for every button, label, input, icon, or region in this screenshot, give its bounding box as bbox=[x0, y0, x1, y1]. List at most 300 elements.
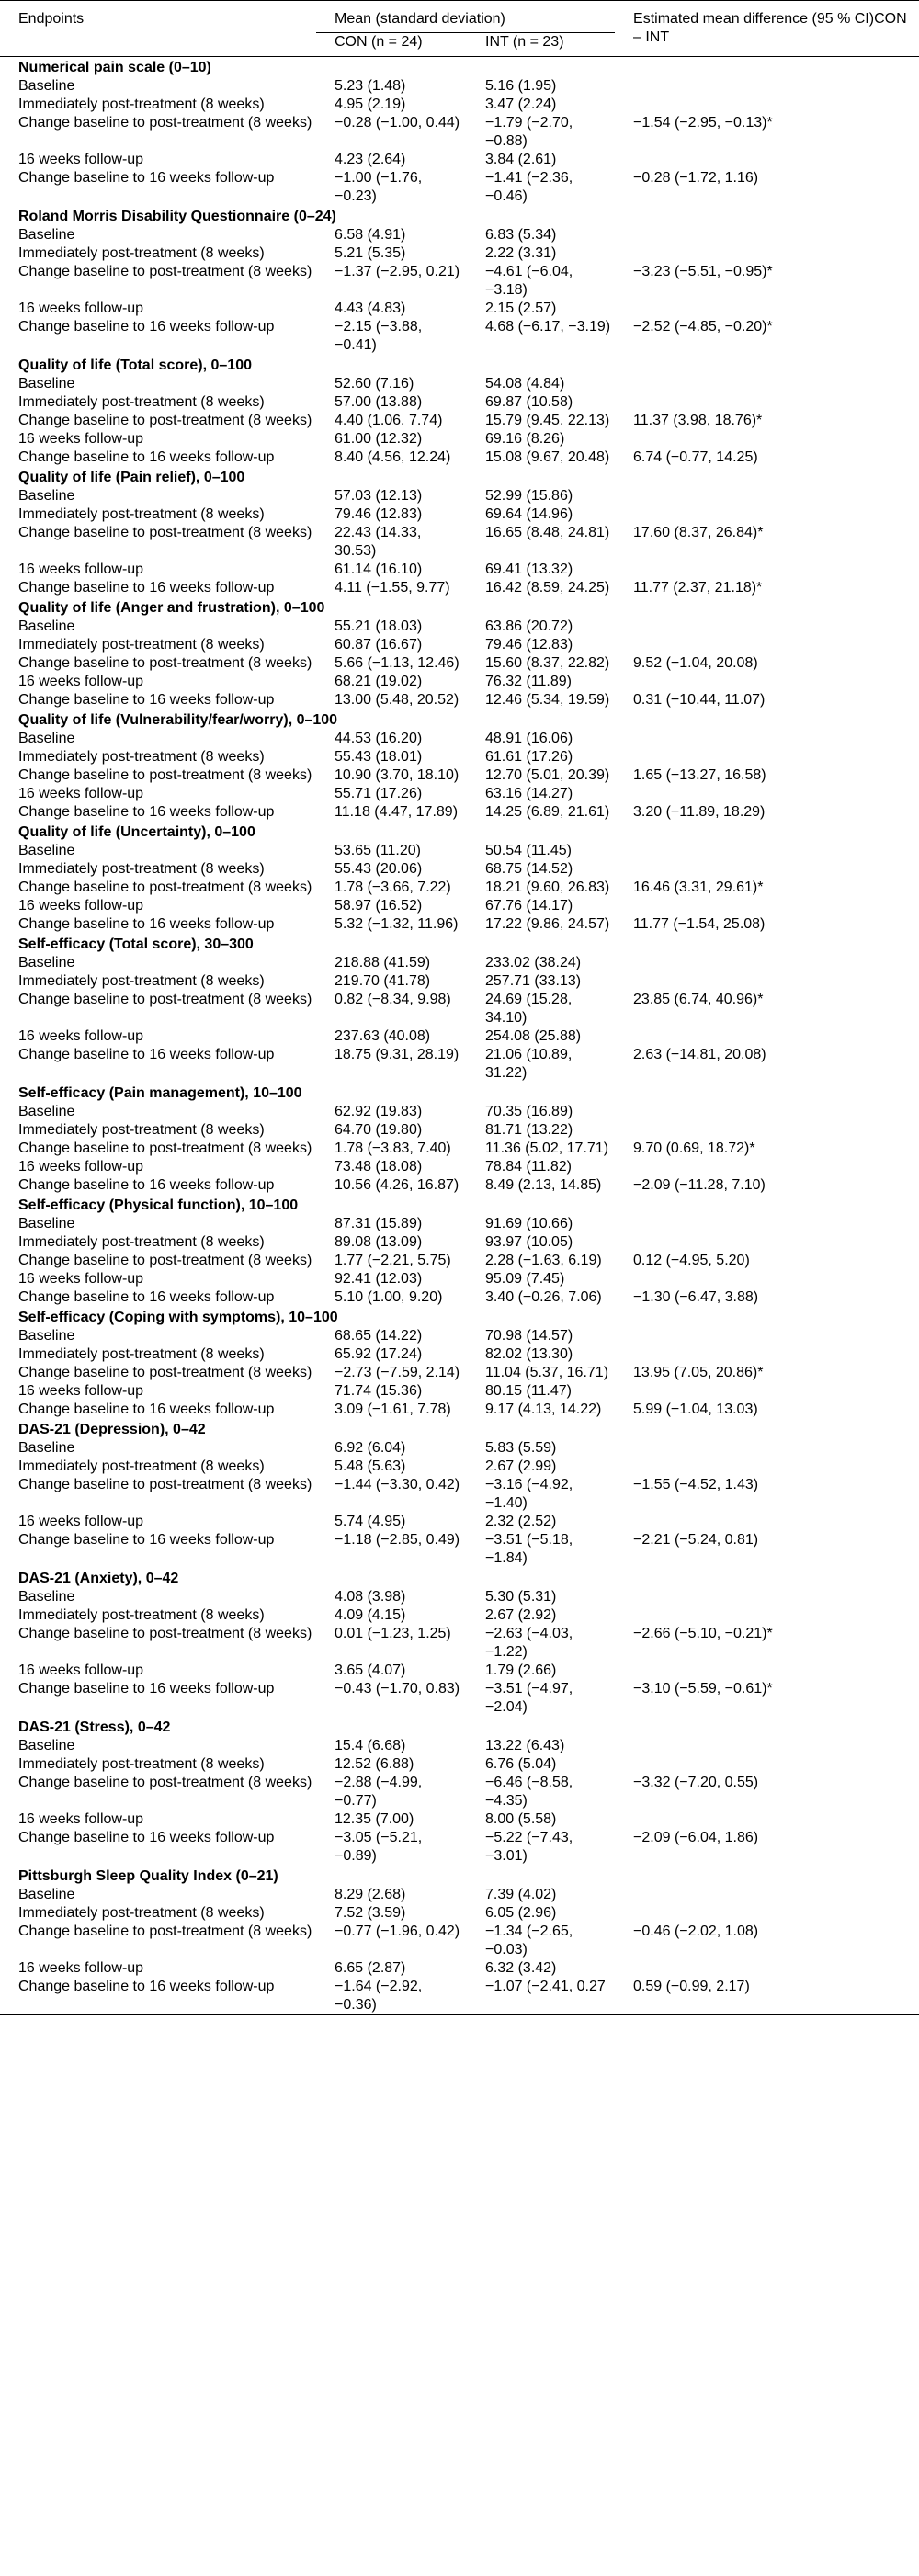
row-label: 16 weeks follow-up bbox=[18, 898, 144, 914]
con-value: 4.09 (4.15) bbox=[335, 1607, 406, 1623]
table-row bbox=[0, 1027, 919, 1046]
section-title: Quality of life (Uncertainty), 0–100 bbox=[18, 824, 255, 840]
con-value: 3.09 (−1.61, 7.78) bbox=[335, 1401, 451, 1417]
int-value: 82.02 (13.30) bbox=[485, 1346, 573, 1362]
table-row bbox=[0, 318, 919, 355]
table-row bbox=[0, 618, 919, 636]
row-label: Immediately post-treatment (8 weeks) bbox=[18, 96, 265, 112]
estimated-difference-value: 11.37 (3.98, 18.76)* bbox=[633, 413, 763, 428]
con-value: 6.65 (2.87) bbox=[335, 1960, 406, 1976]
con-value: 12.35 (7.00) bbox=[335, 1811, 414, 1827]
row-label: 16 weeks follow-up bbox=[18, 1383, 144, 1399]
table-row bbox=[0, 1345, 919, 1364]
row-label: Baseline bbox=[18, 1328, 75, 1344]
int-value: −3.16 (−4.92, −1.40) bbox=[485, 1477, 573, 1511]
header-int-label: INT (n = 23) bbox=[485, 34, 564, 50]
int-value: 11.36 (5.02, 17.71) bbox=[485, 1140, 609, 1156]
section-header-row bbox=[0, 1195, 919, 1215]
int-value: 16.42 (8.59, 24.25) bbox=[485, 580, 610, 596]
table-row bbox=[0, 1829, 919, 1866]
con-value: 15.4 (6.68) bbox=[335, 1738, 406, 1753]
con-value: 0.82 (−8.34, 9.98) bbox=[335, 992, 451, 1007]
row-label: Immediately post-treatment (8 weeks) bbox=[18, 637, 265, 653]
con-value: −2.88 (−4.99, −0.77) bbox=[335, 1775, 423, 1809]
row-label: Change baseline to post-treatment (8 weeks) bbox=[18, 767, 312, 783]
row-label: Change baseline to post-treatment (8 weeks) bbox=[18, 1775, 312, 1790]
section-header-row bbox=[0, 1419, 919, 1439]
int-value: 13.22 (6.43) bbox=[485, 1738, 565, 1753]
table-row bbox=[0, 636, 919, 654]
section-title: Self-efficacy (Total score), 30–300 bbox=[18, 936, 254, 952]
section-title: Numerical pain scale (0–10) bbox=[18, 60, 211, 75]
table-row bbox=[0, 151, 919, 169]
row-label: Immediately post-treatment (8 weeks) bbox=[18, 394, 265, 410]
int-value: 78.84 (11.82) bbox=[485, 1159, 572, 1175]
row-label: Change baseline to 16 weeks follow-up bbox=[18, 1289, 275, 1305]
table-body bbox=[0, 57, 919, 2015]
table-row bbox=[0, 1176, 919, 1195]
con-value: 5.23 (1.48) bbox=[335, 78, 406, 94]
table-row bbox=[0, 1270, 919, 1288]
int-value: 81.71 (13.22) bbox=[485, 1122, 573, 1138]
con-value: 4.95 (2.19) bbox=[335, 96, 406, 112]
row-label: Immediately post-treatment (8 weeks) bbox=[18, 1122, 265, 1138]
int-value: −3.51 (−4.97, −2.04) bbox=[485, 1681, 573, 1715]
int-value: 93.97 (10.05) bbox=[485, 1234, 573, 1250]
row-label: Change baseline to 16 weeks follow-up bbox=[18, 449, 275, 465]
row-label: Change baseline to 16 weeks follow-up bbox=[18, 1401, 275, 1417]
int-value: −6.46 (−8.58, −4.35) bbox=[485, 1775, 573, 1809]
con-value: 64.70 (19.80) bbox=[335, 1122, 423, 1138]
row-label: 16 weeks follow-up bbox=[18, 1662, 144, 1678]
int-value: 21.06 (10.89, 31.22) bbox=[485, 1047, 573, 1081]
section-title: DAS-21 (Depression), 0–42 bbox=[18, 1422, 206, 1437]
table-row bbox=[0, 487, 919, 505]
row-label: Change baseline to 16 weeks follow-up bbox=[18, 580, 275, 596]
row-label: 16 weeks follow-up bbox=[18, 431, 144, 447]
int-value: 67.76 (14.17) bbox=[485, 898, 573, 914]
section-header-row bbox=[0, 206, 919, 226]
estimated-difference-value bbox=[615, 1458, 919, 1476]
int-value: 7.39 (4.02) bbox=[485, 1887, 557, 1902]
table-row bbox=[0, 673, 919, 691]
estimated-difference-value: 6.74 (−0.77, 14.25) bbox=[633, 449, 758, 465]
table-row bbox=[0, 691, 919, 709]
con-value: 87.31 (15.89) bbox=[335, 1216, 423, 1231]
section-title: Pittsburgh Sleep Quality Index (0–21) bbox=[18, 1868, 278, 1884]
con-value: 79.46 (12.83) bbox=[335, 506, 423, 522]
row-label: 16 weeks follow-up bbox=[18, 1960, 144, 1976]
table-row bbox=[0, 226, 919, 244]
table-row bbox=[0, 1978, 919, 2015]
int-value: 11.04 (5.37, 16.71) bbox=[485, 1365, 609, 1380]
table-row bbox=[0, 1625, 919, 1662]
row-label: Immediately post-treatment (8 weeks) bbox=[18, 749, 265, 765]
estimated-difference-value bbox=[615, 505, 919, 524]
con-value: 4.23 (2.64) bbox=[335, 152, 406, 167]
con-value: 55.21 (18.03) bbox=[335, 618, 423, 634]
row-label: Immediately post-treatment (8 weeks) bbox=[18, 1234, 265, 1250]
con-value: 10.56 (4.26, 16.87) bbox=[335, 1177, 460, 1193]
table-row bbox=[0, 1046, 919, 1083]
estimated-difference-value bbox=[615, 636, 919, 654]
int-value: 61.61 (17.26) bbox=[485, 749, 573, 765]
estimated-difference-value: −1.54 (−2.95, −0.13)* bbox=[633, 115, 773, 131]
con-value: −0.43 (−1.70, 0.83) bbox=[335, 1681, 460, 1697]
estimated-difference-value bbox=[615, 1959, 919, 1978]
estimated-difference-value: 1.65 (−13.27, 16.58) bbox=[633, 767, 766, 783]
estimated-difference-value bbox=[615, 1904, 919, 1923]
table-row bbox=[0, 393, 919, 412]
table-row bbox=[0, 1103, 919, 1121]
table-row bbox=[0, 114, 919, 151]
int-value: 63.86 (20.72) bbox=[485, 618, 573, 634]
section-title: Self-efficacy (Pain management), 10–100 bbox=[18, 1085, 302, 1101]
table-row bbox=[0, 1904, 919, 1923]
int-value: 80.15 (11.47) bbox=[485, 1383, 572, 1399]
int-value: 2.67 (2.92) bbox=[485, 1607, 557, 1623]
estimated-difference-value: −2.52 (−4.85, −0.20)* bbox=[633, 319, 773, 335]
int-value: 8.00 (5.58) bbox=[485, 1811, 557, 1827]
int-value: 17.22 (9.86, 24.57) bbox=[485, 916, 610, 932]
estimated-difference-value bbox=[615, 430, 919, 448]
con-value: 6.92 (6.04) bbox=[335, 1440, 406, 1456]
con-value: 71.74 (15.36) bbox=[335, 1383, 423, 1399]
estimated-difference-value: −2.21 (−5.24, 0.81) bbox=[633, 1532, 759, 1548]
estimated-difference-value bbox=[615, 375, 919, 393]
con-value: 3.65 (4.07) bbox=[335, 1662, 406, 1678]
row-label: Immediately post-treatment (8 weeks) bbox=[18, 1607, 265, 1623]
row-label: 16 weeks follow-up bbox=[18, 674, 144, 689]
table-row bbox=[0, 1886, 919, 1904]
row-label: Change baseline to 16 weeks follow-up bbox=[18, 170, 275, 186]
int-value: 18.21 (9.60, 26.83) bbox=[485, 879, 610, 895]
con-value: 89.08 (13.09) bbox=[335, 1234, 423, 1250]
estimated-difference-value bbox=[615, 1327, 919, 1345]
estimated-difference-value bbox=[615, 1270, 919, 1288]
int-value: 9.17 (4.13, 14.22) bbox=[485, 1401, 602, 1417]
table-row bbox=[0, 430, 919, 448]
int-value: 16.65 (8.48, 24.81) bbox=[485, 525, 610, 540]
table-row bbox=[0, 842, 919, 860]
header-endpoints: Endpoints bbox=[18, 11, 85, 27]
estimated-difference-value: 13.95 (7.05, 20.86)* bbox=[633, 1365, 764, 1380]
section-title: Self-efficacy (Physical function), 10–100 bbox=[18, 1197, 299, 1213]
estimated-difference-value: 11.77 (−1.54, 25.08) bbox=[633, 916, 766, 932]
table-row bbox=[0, 1121, 919, 1140]
con-value: 219.70 (41.78) bbox=[335, 973, 431, 989]
estimated-difference-value: 2.63 (−14.81, 20.08) bbox=[633, 1047, 766, 1062]
row-label: Change baseline to post-treatment (8 weeks) bbox=[18, 1140, 312, 1156]
table-row bbox=[0, 1680, 919, 1717]
estimated-difference-value: 23.85 (6.74, 40.96)* bbox=[633, 992, 764, 1007]
int-value: 14.25 (6.89, 21.61) bbox=[485, 804, 610, 820]
estimated-difference-value bbox=[615, 487, 919, 505]
con-value: 5.48 (5.63) bbox=[335, 1458, 406, 1474]
table-row bbox=[0, 1233, 919, 1252]
estimated-difference-value bbox=[615, 77, 919, 96]
table-header bbox=[0, 1, 919, 57]
header-con bbox=[316, 33, 467, 57]
estimated-difference-value: 9.70 (0.69, 18.72)* bbox=[633, 1140, 755, 1156]
section-header-row bbox=[0, 467, 919, 487]
con-value: 52.60 (7.16) bbox=[335, 376, 414, 392]
row-label: Baseline bbox=[18, 78, 75, 94]
estimated-difference-value: −3.23 (−5.51, −0.95)* bbox=[633, 264, 773, 279]
con-value: 7.52 (3.59) bbox=[335, 1905, 406, 1921]
int-value: −5.22 (−7.43, −3.01) bbox=[485, 1830, 573, 1864]
int-value: 50.54 (11.45) bbox=[485, 843, 572, 858]
row-label: Change baseline to post-treatment (8 weeks) bbox=[18, 525, 312, 540]
section-title: DAS-21 (Anxiety), 0–42 bbox=[18, 1571, 179, 1586]
int-value: 5.83 (5.59) bbox=[485, 1440, 557, 1456]
estimated-difference-value: 3.20 (−11.89, 18.29) bbox=[633, 804, 766, 820]
con-value: −2.73 (−7.59, 2.14) bbox=[335, 1365, 460, 1380]
con-value: 44.53 (16.20) bbox=[335, 731, 423, 746]
estimated-difference-value: −3.32 (−7.20, 0.55) bbox=[633, 1775, 759, 1790]
table-row bbox=[0, 785, 919, 803]
int-value: 8.49 (2.13, 14.85) bbox=[485, 1177, 602, 1193]
con-value: 61.14 (16.10) bbox=[335, 562, 423, 577]
section-header-row bbox=[0, 934, 919, 954]
int-value: −3.51 (−5.18, −1.84) bbox=[485, 1532, 573, 1566]
estimated-difference-value: 17.60 (8.37, 26.84)* bbox=[633, 525, 764, 540]
con-value: 55.43 (18.01) bbox=[335, 749, 423, 765]
int-value: 6.05 (2.96) bbox=[485, 1905, 557, 1921]
estimated-difference-value bbox=[615, 954, 919, 972]
int-value: 63.16 (14.27) bbox=[485, 786, 573, 801]
con-value: 65.92 (17.24) bbox=[335, 1346, 423, 1362]
table-row bbox=[0, 1252, 919, 1270]
section-header-row bbox=[0, 709, 919, 730]
row-label: Baseline bbox=[18, 955, 75, 970]
table-row bbox=[0, 730, 919, 748]
table-row bbox=[0, 1382, 919, 1401]
row-label: Immediately post-treatment (8 weeks) bbox=[18, 245, 265, 261]
con-value: −0.28 (−1.00, 0.44) bbox=[335, 115, 460, 131]
estimated-difference-value: −3.10 (−5.59, −0.61)* bbox=[633, 1681, 773, 1697]
con-value: 4.40 (1.06, 7.74) bbox=[335, 413, 443, 428]
estimated-difference-value bbox=[615, 785, 919, 803]
table-row bbox=[0, 1401, 919, 1419]
estimated-difference-value bbox=[615, 673, 919, 691]
int-value: 15.60 (8.37, 22.82) bbox=[485, 655, 610, 671]
int-value: 233.02 (38.24) bbox=[485, 955, 582, 970]
estimated-difference-value: −2.66 (−5.10, −0.21)* bbox=[633, 1626, 773, 1641]
header-mean-sd: Mean (standard deviation) bbox=[316, 1, 615, 33]
con-value: 22.43 (14.33, 30.53) bbox=[335, 525, 422, 559]
int-value: 69.16 (8.26) bbox=[485, 431, 565, 447]
estimated-difference-value bbox=[615, 730, 919, 748]
estimated-difference-value bbox=[615, 1158, 919, 1176]
section-header-row bbox=[0, 1717, 919, 1737]
con-value: 4.43 (4.83) bbox=[335, 301, 406, 316]
int-value: 2.28 (−1.63, 6.19) bbox=[485, 1253, 602, 1268]
int-value: 2.32 (2.52) bbox=[485, 1514, 557, 1529]
row-label: Change baseline to 16 weeks follow-up bbox=[18, 692, 275, 708]
estimated-difference-value bbox=[615, 618, 919, 636]
estimated-difference-value: −1.55 (−4.52, 1.43) bbox=[633, 1477, 759, 1492]
table-row bbox=[0, 915, 919, 934]
section-header-row bbox=[0, 355, 919, 375]
table-row bbox=[0, 1774, 919, 1810]
table-row bbox=[0, 654, 919, 673]
table-row bbox=[0, 1288, 919, 1307]
estimated-difference-value bbox=[615, 1233, 919, 1252]
int-value: 52.99 (15.86) bbox=[485, 488, 573, 504]
con-value: −1.37 (−2.95, 0.21) bbox=[335, 264, 460, 279]
table-row bbox=[0, 1588, 919, 1606]
int-value: 69.87 (10.58) bbox=[485, 394, 573, 410]
row-label: Change baseline to post-treatment (8 weeks) bbox=[18, 1477, 312, 1492]
int-value: 2.67 (2.99) bbox=[485, 1458, 557, 1474]
estimated-difference-value bbox=[615, 226, 919, 244]
estimated-difference-value bbox=[615, 1121, 919, 1140]
con-value: 60.87 (16.67) bbox=[335, 637, 423, 653]
row-label: 16 weeks follow-up bbox=[18, 562, 144, 577]
table-row bbox=[0, 412, 919, 430]
row-label: Change baseline to post-treatment (8 weeks) bbox=[18, 264, 312, 279]
table-row bbox=[0, 1439, 919, 1458]
section-title: Quality of life (Total score), 0–100 bbox=[18, 357, 252, 373]
con-value: 5.21 (5.35) bbox=[335, 245, 406, 261]
estimated-difference-value bbox=[615, 1886, 919, 1904]
estimated-difference-value: −2.09 (−6.04, 1.86) bbox=[633, 1830, 759, 1845]
int-value: 68.75 (14.52) bbox=[485, 861, 573, 877]
estimated-difference-value bbox=[615, 1588, 919, 1606]
section-title: Self-efficacy (Coping with symptoms), 10–100 bbox=[18, 1310, 338, 1325]
estimated-difference-value bbox=[615, 1027, 919, 1046]
row-label: 16 weeks follow-up bbox=[18, 1514, 144, 1529]
table-row bbox=[0, 1531, 919, 1568]
estimated-difference-value bbox=[615, 1513, 919, 1531]
estimated-difference-value bbox=[615, 561, 919, 579]
con-value: 1.78 (−3.83, 7.40) bbox=[335, 1140, 451, 1156]
int-value: 4.68 (−6.17, −3.19) bbox=[485, 319, 611, 335]
int-value: −4.61 (−6.04, −3.18) bbox=[485, 264, 573, 298]
con-value: 5.74 (4.95) bbox=[335, 1514, 406, 1529]
int-value: 3.47 (2.24) bbox=[485, 96, 557, 112]
row-label: 16 weeks follow-up bbox=[18, 301, 144, 316]
header-estimated-difference: Estimated mean difference (95 % CI)CON – INT bbox=[633, 11, 907, 45]
row-label: 16 weeks follow-up bbox=[18, 1271, 144, 1287]
con-value: 4.08 (3.98) bbox=[335, 1589, 406, 1605]
con-value: 10.90 (3.70, 18.10) bbox=[335, 767, 460, 783]
section-title: DAS-21 (Stress), 0–42 bbox=[18, 1719, 171, 1735]
table-row bbox=[0, 579, 919, 597]
int-value: 2.15 (2.57) bbox=[485, 301, 557, 316]
table-row bbox=[0, 972, 919, 991]
table-row bbox=[0, 244, 919, 263]
int-value: −1.41 (−2.36, −0.46) bbox=[485, 170, 573, 204]
header-con-label: CON (n = 24) bbox=[335, 34, 423, 50]
row-label: Baseline bbox=[18, 843, 75, 858]
int-value: 54.08 (4.84) bbox=[485, 376, 565, 392]
table-row bbox=[0, 897, 919, 915]
estimated-difference-value bbox=[615, 244, 919, 263]
estimated-difference-value bbox=[615, 1382, 919, 1401]
row-label: Baseline bbox=[18, 227, 75, 243]
table-row bbox=[0, 1215, 919, 1233]
row-label: Immediately post-treatment (8 weeks) bbox=[18, 1458, 265, 1474]
con-value: −1.18 (−2.85, 0.49) bbox=[335, 1532, 460, 1548]
section-header-row bbox=[0, 1307, 919, 1327]
section-header-row bbox=[0, 1568, 919, 1588]
int-value: 1.79 (2.66) bbox=[485, 1662, 557, 1678]
table-row bbox=[0, 1737, 919, 1755]
estimated-difference-value: 5.99 (−1.04, 13.03) bbox=[633, 1401, 758, 1417]
table-row bbox=[0, 524, 919, 561]
int-value: −1.07 (−2.41, 0.27 bbox=[467, 1978, 615, 2015]
estimated-difference-value bbox=[615, 1810, 919, 1829]
row-label: Baseline bbox=[18, 376, 75, 392]
int-value: 15.08 (9.67, 20.48) bbox=[485, 449, 610, 465]
row-label: Change baseline to 16 weeks follow-up bbox=[18, 1532, 275, 1548]
row-label: Baseline bbox=[18, 1738, 75, 1753]
row-label: Change baseline to post-treatment (8 weeks) bbox=[18, 413, 312, 428]
row-label: Baseline bbox=[18, 1440, 75, 1456]
row-label: Change baseline to post-treatment (8 weeks) bbox=[18, 992, 312, 1007]
table-row bbox=[0, 96, 919, 114]
con-value: 8.40 (4.56, 12.24) bbox=[335, 449, 451, 465]
int-value: −2.63 (−4.03, −1.22) bbox=[485, 1626, 573, 1660]
table-row bbox=[0, 1959, 919, 1978]
con-value: −1.44 (−3.30, 0.42) bbox=[335, 1477, 460, 1492]
row-label: Baseline bbox=[18, 618, 75, 634]
table-row bbox=[0, 1140, 919, 1158]
table-row bbox=[0, 954, 919, 972]
table-row bbox=[0, 1513, 919, 1531]
row-label: Change baseline to post-treatment (8 weeks) bbox=[18, 879, 312, 895]
int-value: 5.16 (1.95) bbox=[485, 78, 557, 94]
row-label: Immediately post-treatment (8 weeks) bbox=[18, 1346, 265, 1362]
table-row bbox=[0, 879, 919, 897]
con-value: 12.52 (6.88) bbox=[335, 1756, 414, 1772]
row-label: Baseline bbox=[18, 1104, 75, 1119]
estimated-difference-value bbox=[615, 1755, 919, 1774]
row-label: Change baseline to post-treatment (8 weeks) bbox=[18, 115, 312, 131]
int-value: 70.35 (16.89) bbox=[485, 1104, 573, 1119]
estimated-difference-value: −0.28 (−1.72, 1.16) bbox=[633, 170, 759, 186]
estimated-difference-value bbox=[615, 1103, 919, 1121]
con-value: −1.00 (−1.76, −0.23) bbox=[335, 170, 423, 204]
table-row bbox=[0, 1458, 919, 1476]
int-value: 76.32 (11.89) bbox=[485, 674, 572, 689]
table-row bbox=[0, 77, 919, 96]
con-value: 55.71 (17.26) bbox=[335, 786, 423, 801]
estimated-difference-value: 0.59 (−0.99, 2.17) bbox=[615, 1978, 919, 2015]
int-value: 3.84 (2.61) bbox=[485, 152, 557, 167]
con-value: 57.03 (12.13) bbox=[335, 488, 423, 504]
con-value: 53.65 (11.20) bbox=[335, 843, 421, 858]
con-value: 6.58 (4.91) bbox=[335, 227, 406, 243]
int-value: 6.83 (5.34) bbox=[485, 227, 557, 243]
estimated-difference-value bbox=[615, 300, 919, 318]
estimated-difference-value bbox=[615, 151, 919, 169]
estimated-difference-value bbox=[615, 1662, 919, 1680]
row-label: Change baseline to 16 weeks follow-up bbox=[18, 1047, 275, 1062]
con-value: 73.48 (18.08) bbox=[335, 1159, 423, 1175]
row-label: Change baseline to post-treatment (8 weeks) bbox=[18, 655, 312, 671]
int-value: 95.09 (7.45) bbox=[485, 1271, 565, 1287]
row-label: Baseline bbox=[18, 488, 75, 504]
estimated-difference-value bbox=[615, 860, 919, 879]
row-label: 16 weeks follow-up bbox=[18, 786, 144, 801]
table-row bbox=[0, 766, 919, 785]
table-row bbox=[0, 1327, 919, 1345]
row-label: Immediately post-treatment (8 weeks) bbox=[18, 1756, 265, 1772]
int-value: 12.46 (5.34, 19.59) bbox=[485, 692, 610, 708]
